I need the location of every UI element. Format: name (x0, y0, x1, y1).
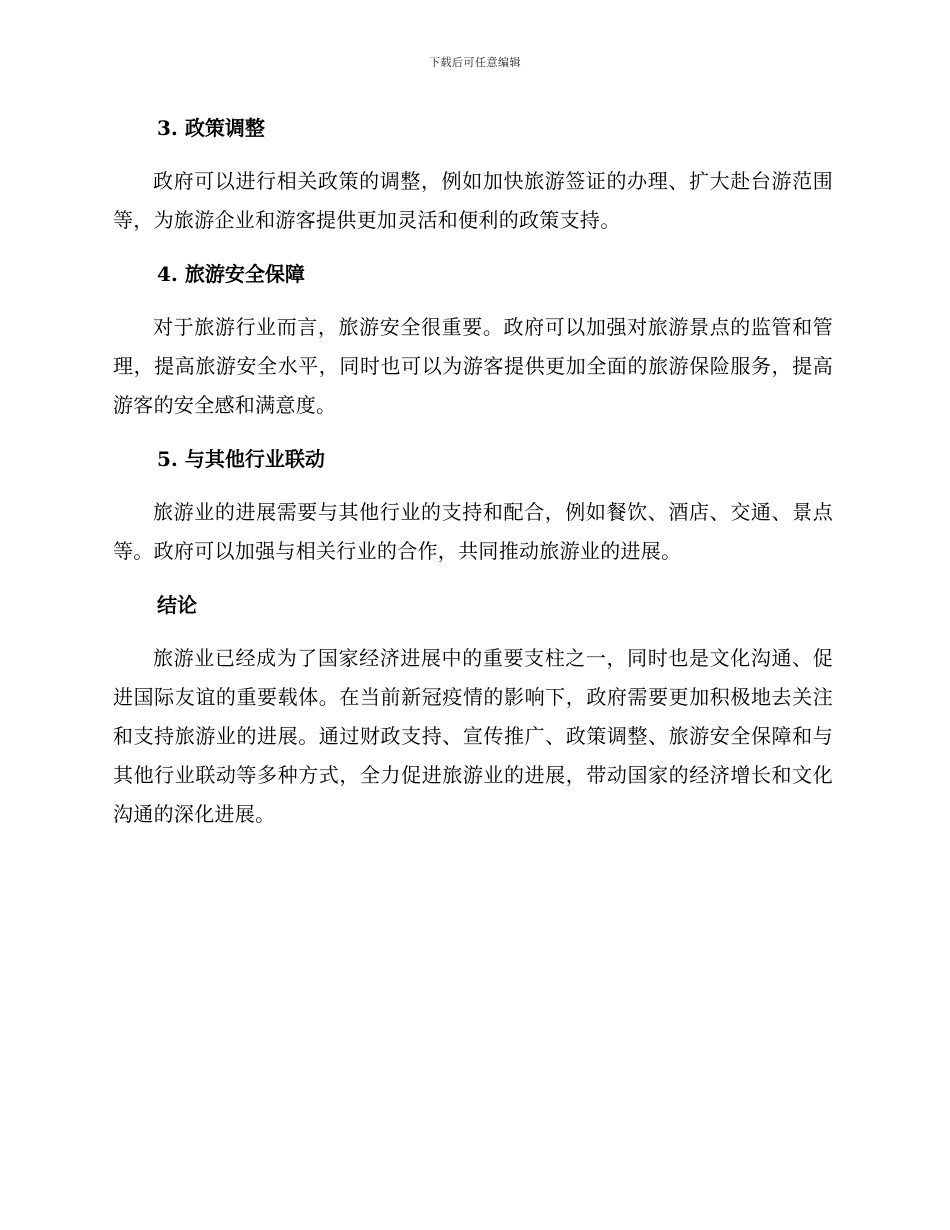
page-header: 下载后可任意编辑 (429, 56, 521, 69)
section-policy-adjustment (113, 108, 833, 240)
section-heading: 3. 政策调整 (157, 116, 265, 140)
section-heading: 结论 (157, 593, 197, 617)
section-paragraph: 对于旅游行业而言，旅游安全很重要。政府可以加强对旅游景点的监管和管理，提高旅游安全水平，同时也可以为游客提供更加全面的旅游保险服务，提高游客的安全感和满意度。 (113, 315, 833, 417)
section-industry-linkage (113, 439, 833, 571)
section-paragraph: 政府可以进行相关政策的调整，例如加快旅游签证的办理、扩大赴台游范围等，为旅游企业和游客提供更加灵活和便利的政策支持。 (113, 169, 833, 232)
section-paragraph: 旅游业已经成为了国家经济进展中的重要支柱之一，同时也是文化沟通、促进国际友谊的重要载体。在当前新冠疫情的影响下，政府需要更加积极地去关注和支持旅游业的进展。通过财政支持、宣传推广、政策调整、旅游安全保障和与其他行业联动等多种方式，全力促进旅游业的进展，带动国家的经济增长和文化沟通的深化进展。 (113, 646, 833, 826)
section-paragraph: 旅游业的进展需要与其他行业的支持和配合，例如餐饮、酒店、交通、景点等。政府可以加强与相关行业的合作，共同推动旅游业的进展。 (113, 500, 833, 563)
section-conclusion (113, 585, 833, 834)
section-heading: 4. 旅游安全保障 (157, 262, 305, 286)
section-tourism-safety (113, 254, 833, 425)
section-heading: 5. 与其他行业联动 (157, 447, 325, 471)
document-body (113, 108, 833, 848)
